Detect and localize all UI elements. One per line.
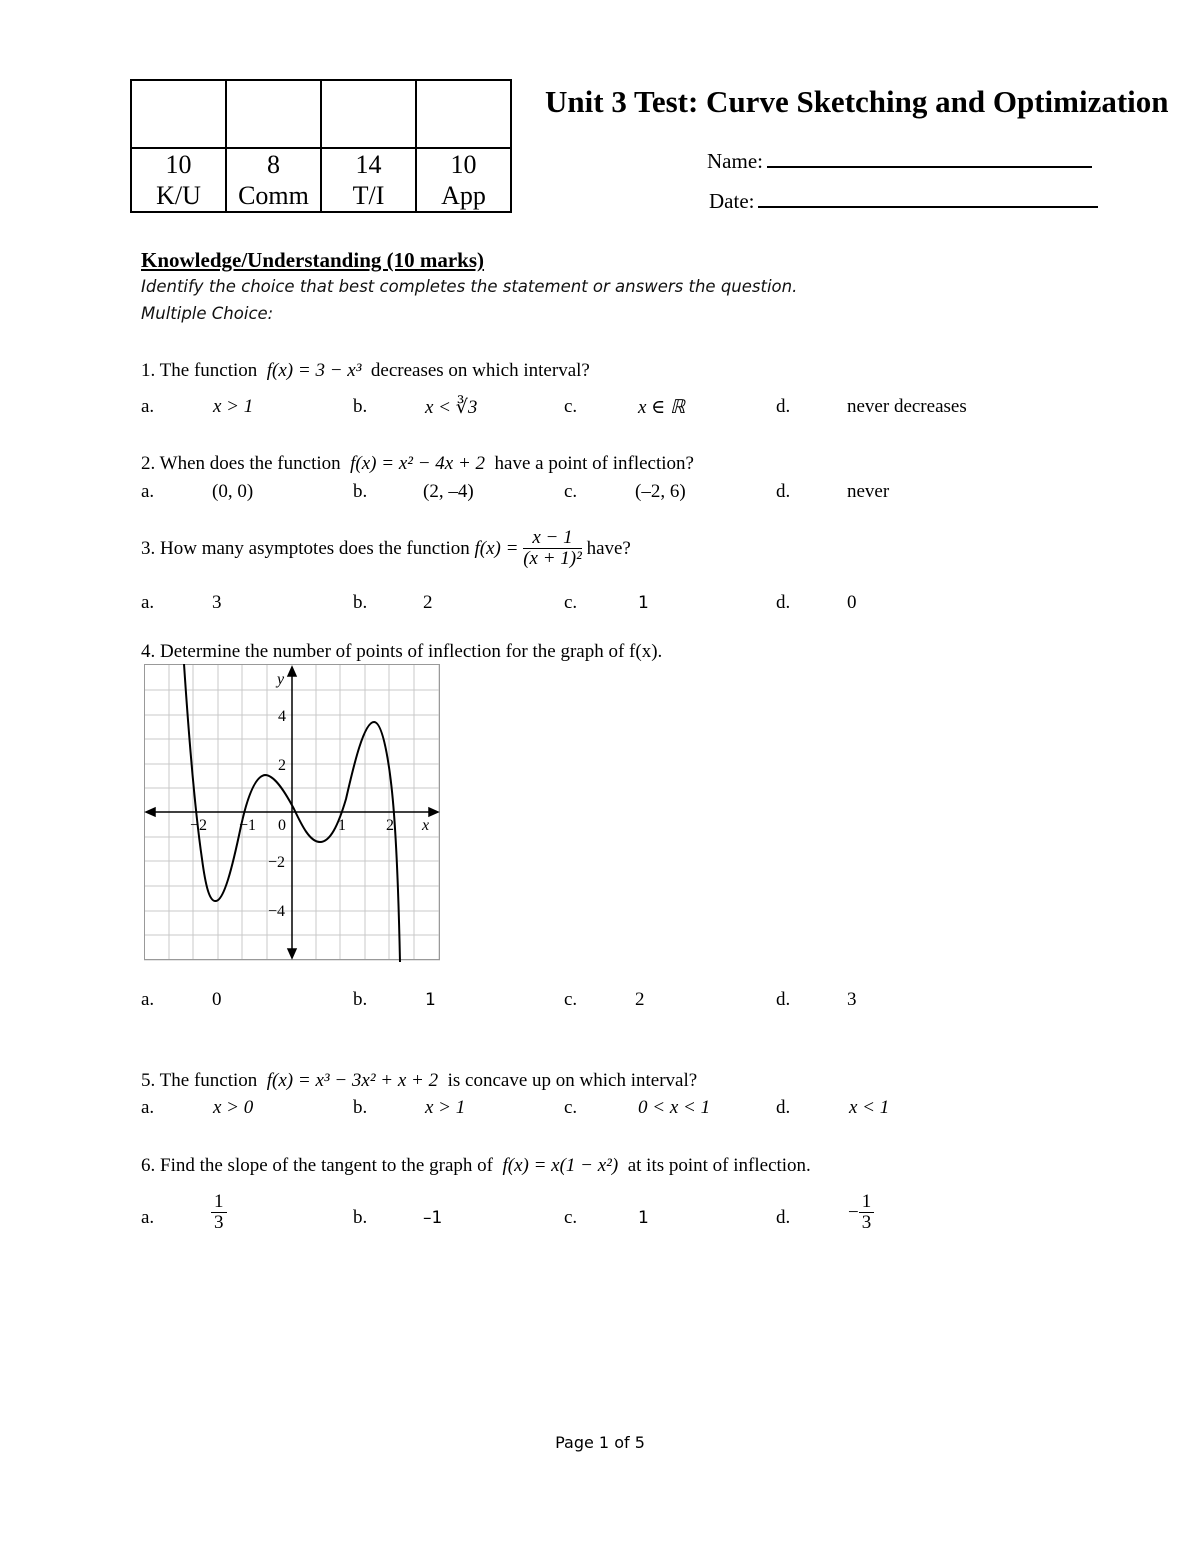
q5-option-b[interactable]: b. <box>353 1097 368 1118</box>
q6-option-b[interactable]: b. <box>353 1207 368 1228</box>
question-2: 2. When does the function f(x) = x² − 4x + 2 have a point of inflection? <box>141 453 694 474</box>
q5-option-d-text: x < 1 <box>849 1097 890 1118</box>
q2-option-d-text: never <box>847 481 890 502</box>
q4-option-d[interactable]: d. <box>776 989 791 1010</box>
q5-option-b-text: x > 1 <box>425 1097 466 1118</box>
question-6-function: f(x) = x(1 − x²) <box>502 1155 619 1176</box>
name-label: Name: <box>707 149 763 173</box>
q4-option-c-text: 2 <box>635 989 645 1010</box>
q2-option-a-text: (0, 0) <box>212 481 254 502</box>
question-4: 4. Determine the number of points of inflection for the graph of f(x). <box>141 641 663 662</box>
q6-option-a-fraction: $\frac{1}{3}$ <box>211 1192 227 1233</box>
marks-cell-app: 10 App <box>416 148 511 212</box>
y-tick-label: 2 <box>278 757 286 774</box>
q1-option-c-text: x ∈ ℝ <box>638 397 686 418</box>
date-field[interactable] <box>709 188 1098 214</box>
x-tick-label: 2 <box>386 817 394 834</box>
q3-option-d-text: 0 <box>847 592 857 613</box>
q5-option-c-text: 0 < x < 1 <box>638 1097 711 1118</box>
q2-option-a[interactable]: a. <box>141 481 155 502</box>
q2-option-b[interactable]: b. <box>353 481 368 502</box>
q4-option-a-text: 0 <box>212 989 222 1010</box>
q4-option-c[interactable]: c. <box>564 989 578 1010</box>
section-instruction: Identify the choice that best completes the statement or answers the question. <box>141 277 798 296</box>
q6-option-d[interactable]: d. <box>776 1207 791 1228</box>
x-tick-label: −2 <box>190 817 208 834</box>
y-axis-label: y <box>277 671 285 688</box>
x-tick-label: 0 <box>278 817 286 834</box>
q1-option-d-text: never decreases <box>847 396 967 417</box>
x-tick-label: 1 <box>338 817 346 834</box>
section-heading: Knowledge/Understanding (10 marks) <box>141 248 485 272</box>
q1-option-a[interactable]: a. <box>141 396 155 417</box>
function-graph <box>144 664 440 962</box>
q1-option-c[interactable]: c. <box>564 396 578 417</box>
date-label: Date: <box>709 189 755 213</box>
marks-score-cell[interactable] <box>416 80 511 148</box>
q1-option-b-text: x < ∛3 <box>425 397 478 418</box>
page-title: Unit 3 Test: Curve Sketching and Optimization <box>545 84 1169 119</box>
marks-cell-ti: 14 T/I <box>321 148 416 212</box>
date-line[interactable] <box>758 188 1098 208</box>
q4-option-a[interactable]: a. <box>141 989 155 1010</box>
q3-option-a-text: 3 <box>212 592 222 613</box>
q4-option-b-text: 1 <box>425 990 436 1010</box>
q1-option-b[interactable]: b. <box>353 396 368 417</box>
q3-option-d[interactable]: d. <box>776 592 791 613</box>
q6-option-a[interactable]: a. <box>141 1207 155 1228</box>
q2-option-c-text: (–2, 6) <box>635 481 686 502</box>
q6-option-b-text: –1 <box>423 1208 443 1228</box>
question-3-fraction: $\frac{x - 1}{\text{(x + 1)²}}$ <box>523 527 582 569</box>
x-tick-label: −1 <box>239 817 257 834</box>
q1-option-a-text: x > 1 <box>213 396 254 417</box>
page-footer: Page 1 of 5 <box>555 1433 645 1452</box>
marks-table <box>130 79 512 213</box>
marks-score-cell[interactable] <box>131 80 226 148</box>
q4-option-b[interactable]: b. <box>353 989 368 1010</box>
y-tick-label: −4 <box>268 903 286 920</box>
question-2-function: f(x) = x² − 4x + 2 <box>350 453 486 474</box>
question-5: 5. The function f(x) = x³ − 3x² + x + 2 is concave up on which interval? <box>141 1070 698 1091</box>
q2-option-c[interactable]: c. <box>564 481 578 502</box>
q5-option-d[interactable]: d. <box>776 1097 791 1118</box>
question-3: 3. How many asymptotes does the function f(x) = $\frac{x - 1}{\text{(x + 1)²}}$ have? <box>141 527 631 569</box>
section-subheading: Multiple Choice: <box>141 304 274 323</box>
name-field[interactable] <box>707 148 1092 174</box>
marks-cell-ku: 10 K/U <box>131 148 226 212</box>
q2-option-d[interactable]: d. <box>776 481 791 502</box>
q3-option-c[interactable]: c. <box>564 592 578 613</box>
q6-option-c[interactable]: c. <box>564 1207 578 1228</box>
q5-option-a[interactable]: a. <box>141 1097 155 1118</box>
question-6: 6. Find the slope of the tangent to the graph of f(x) = x(1 − x²) at its point of inflection. <box>141 1155 811 1176</box>
q2-option-b-text: (2, –4) <box>423 481 474 502</box>
y-tick-label: −2 <box>268 854 286 871</box>
q6-option-d-fraction: − $\frac{1}{3}$ <box>848 1192 874 1233</box>
question-1-function: f(x) = 3 − x³ <box>266 360 362 381</box>
x-axis-label: x <box>422 817 430 834</box>
q5-option-a-text: x > 0 <box>213 1097 254 1118</box>
q4-option-d-text: 3 <box>847 989 857 1010</box>
y-tick-label: 4 <box>278 708 286 725</box>
q3-option-c-text: 1 <box>638 593 649 613</box>
question-5-function: f(x) = x³ − 3x² + x + 2 <box>266 1070 439 1091</box>
name-line[interactable] <box>767 148 1092 168</box>
marks-score-cell[interactable] <box>226 80 321 148</box>
q1-option-d[interactable]: d. <box>776 396 791 417</box>
question-1: 1. The function f(x) = 3 − x³ decreases on which interval? <box>141 360 590 381</box>
marks-cell-comm: 8 Comm <box>226 148 321 212</box>
marks-score-cell[interactable] <box>321 80 416 148</box>
q3-option-b-text: 2 <box>423 592 433 613</box>
q5-option-c[interactable]: c. <box>564 1097 578 1118</box>
q3-option-a[interactable]: a. <box>141 592 155 613</box>
q3-option-b[interactable]: b. <box>353 592 368 613</box>
q6-option-c-text: 1 <box>638 1208 649 1228</box>
